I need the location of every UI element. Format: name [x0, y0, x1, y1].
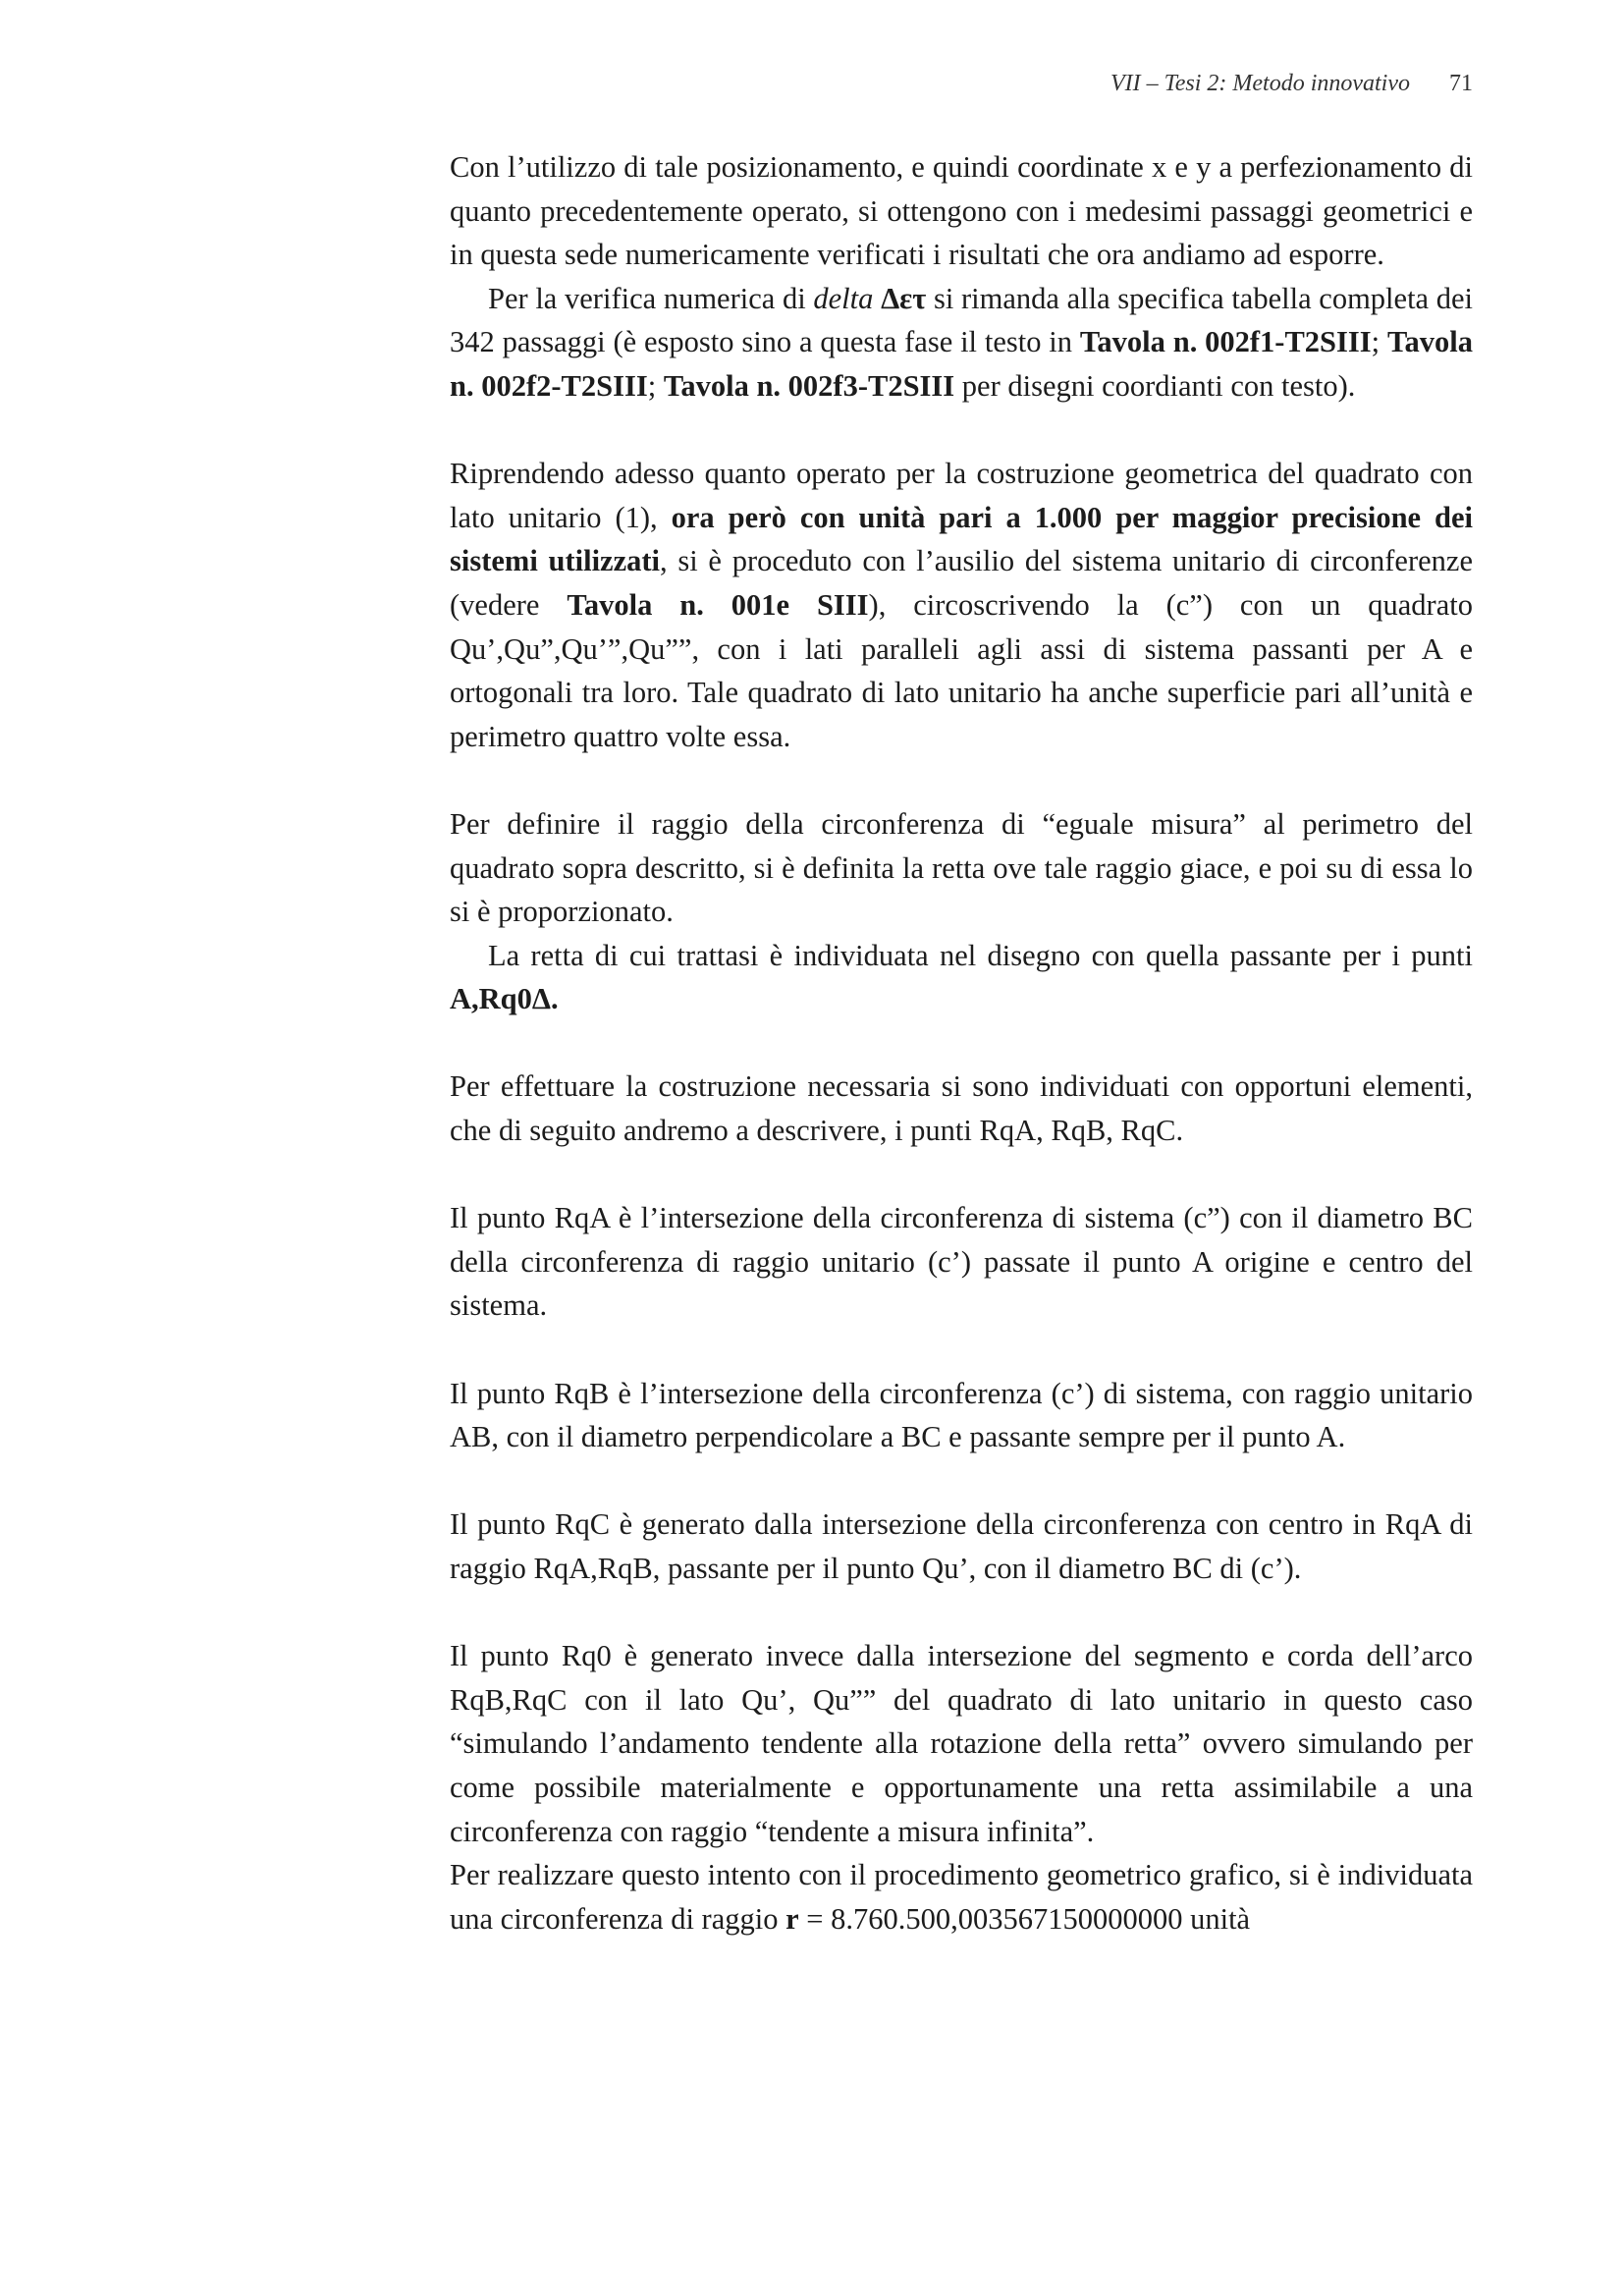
page-body: [450, 145, 1473, 1941]
paragraph-7: Il punto RqA è l’intersezione della circonferenza di sistema (c”) con il diametro BC della circonferenza di raggio unitario (c’) passate il punto A origine e centro del sistema.: [450, 1201, 1473, 1323]
table-ref: Tavola n. 002f2-T2SIII: [450, 325, 1473, 403]
paragraph-8: Il punto RqB è l’intersezione della circonferenza (c’) di sistema, con raggio unitario AB, con il diametro perpendicolare a BC e passante sempre per il punto A.: [450, 1376, 1473, 1454]
paragraph-5: La retta di cui trattasi è individuata nel disegno con quella passante per i punti A,Rq0Δ.: [450, 938, 1473, 1016]
table-ref: Tavola n. 001e SIII: [567, 587, 869, 622]
paragraph-3: Riprendendo adesso quanto operato per la costruzione geometrica del quadrato con lato unitario (1), ora però con unità pari a 1.000 per maggior precisione dei sistemi utilizzati, si è proceduto con l’ausilio del sistema unitario di circonferenze (vedere Tavola n. 001e SIII), circoscrivendo la (c”) con un quadrato Qu’,Qu”,Qu’”,Qu””, con i lati paralleli agli assi di sistema passanti per A e ortogonali tra loro. Tale quadrato di lato unitario ha anche superficie pari all’unità e perimetro quattro volte essa.: [450, 457, 1473, 753]
paragraph-11: Per realizzare questo intento con il procedimento geometrico grafico, si è individuata una circonferenza di raggio r = 8.760.500,003567150000000 unità: [450, 1858, 1473, 1936]
page-number: 71: [1449, 71, 1473, 96]
paragraph-9: Il punto RqC è generato dalla intersezione della circonferenza con centro in RqA di raggio RqA,RqB, passante per il punto Qu’, con il diametro BC di (c’).: [450, 1507, 1473, 1585]
table-ref: Tavola n. 002f3-T2SIII: [663, 368, 955, 403]
table-ref: Tavola n. 002f1-T2SIII: [1079, 325, 1372, 359]
paragraph-10: Il punto Rq0 è generato invece dalla intersezione del segmento e corda dell’arco RqB,RqC con il lato Qu’, Qu”” del quadrato di lato unitario in questo caso “simulando l’andamento tendente alla rotazione della retta” ovvero simulando per come possibile materialmente e opportunamente una retta assimilabile a una circonferenza con raggio “tendente a misura infinita”.: [450, 1639, 1473, 1848]
running-header: [1031, 71, 1473, 97]
paragraph-6: Per effettuare la costruzione necessaria si sono individuati con opportuni elementi, che di seguito andremo a descrivere, i punti RqA, RqB, RqC.: [450, 1069, 1473, 1148]
paragraph-2: Per la verifica numerica di delta Δετ si rimanda alla specifica tabella completa dei 342 passaggi (è esposto sino a questa fase il testo in Tavola n. 002f1-T2SIII; Tavola n. 002f2-T2SIII; Tavola n. 002f3-T2SIII per disegni coordianti con testo).: [450, 281, 1474, 403]
running-title: VII – Tesi 2: Metodo innovativo: [1110, 71, 1410, 96]
paragraph-1: Con l’utilizzo di tale posizionamento, e quindi coordinate x e y a perfezionamento di quanto precedentemente operato, si ottengono con i medesimi passaggi geometrici e in questa sede numericamente verificati i risultati che ora andiamo ad esporre.: [450, 150, 1473, 272]
paragraph-4: Per definire il raggio della circonferenza di “eguale misura” al perimetro del quadrato sopra descritto, si è definita la retta ove tale raggio giace, e poi su di essa lo si è proporzionato.: [450, 806, 1473, 929]
